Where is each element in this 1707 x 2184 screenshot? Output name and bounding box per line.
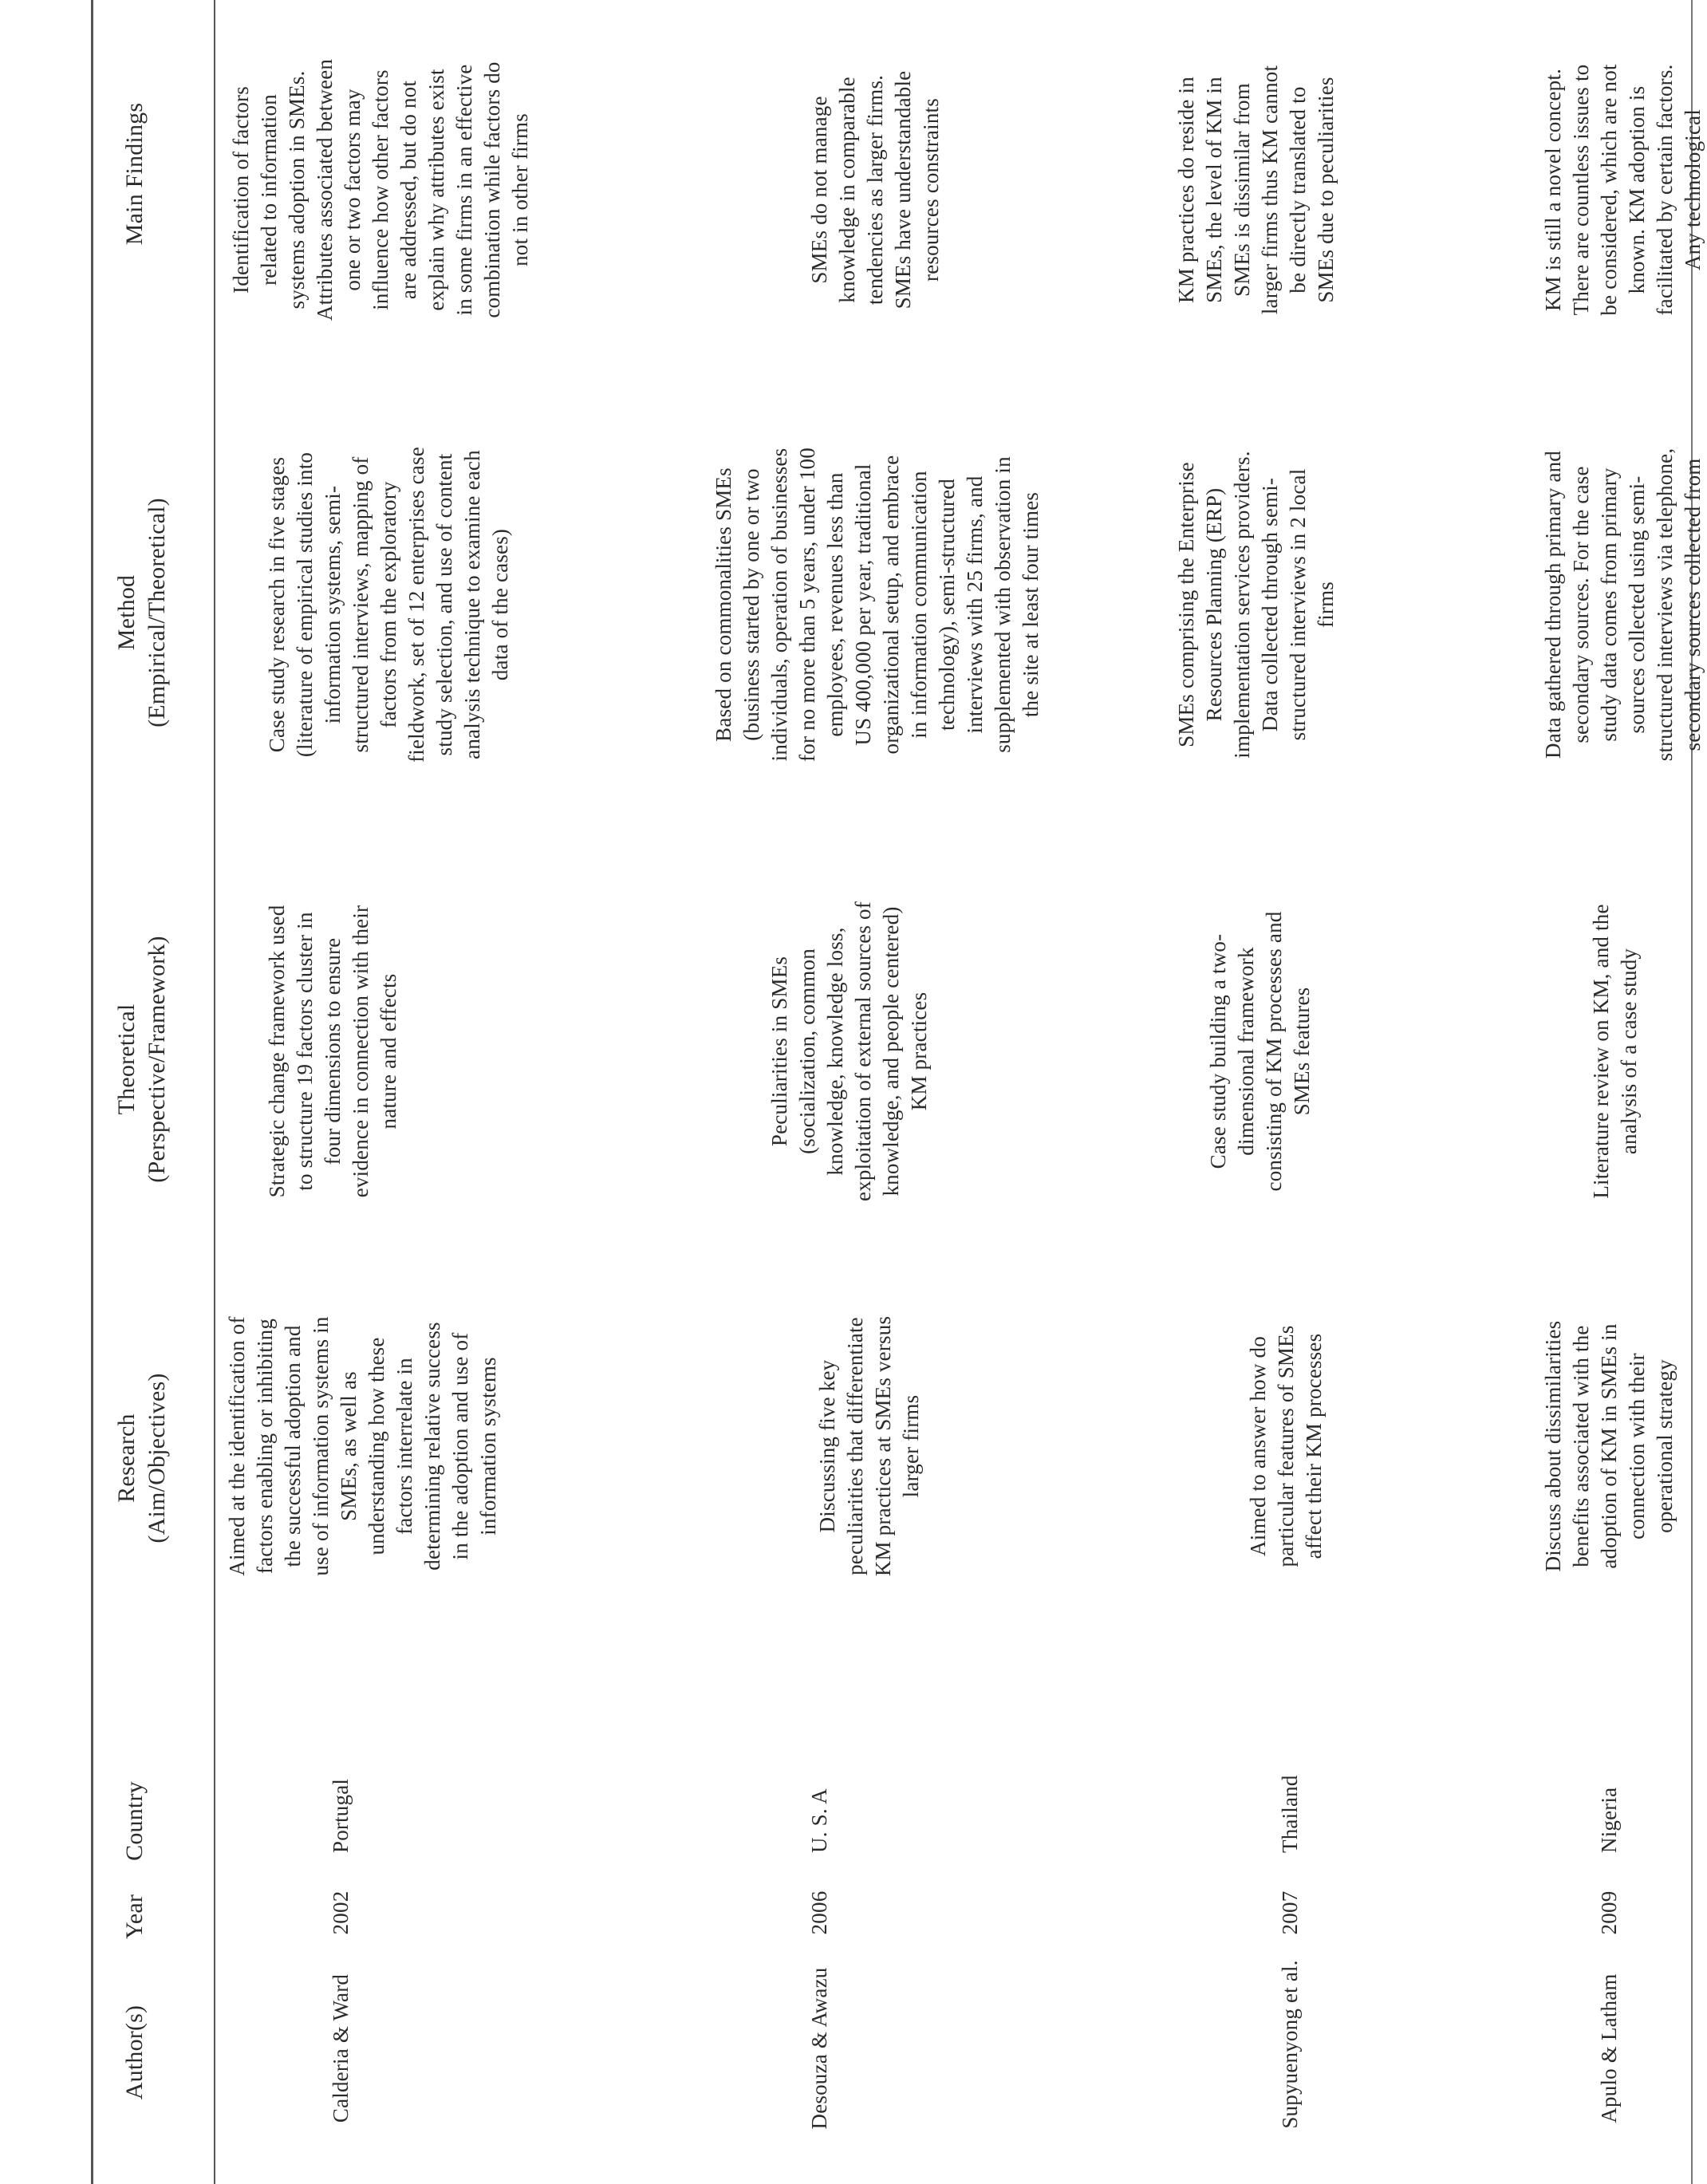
header-country: Country	[121, 1781, 148, 1861]
row1-country: Portugal	[329, 1778, 353, 1853]
row4-theoretical: Literature review on KM, and the analysis of a case study	[1589, 904, 1641, 1199]
row3-research: Aimed to answer how do particular features of SMEs affect their KM processes	[1246, 1325, 1326, 1567]
row1-theoretical: Strategic change framework used to structure 19 factors cluster in four dimensions to ensure evidence in connection with their nature and effects	[265, 905, 400, 1198]
header-findings: Main Findings	[121, 102, 148, 246]
row1-year: 2002	[329, 1890, 353, 1935]
row3-year: 2007	[1278, 1890, 1302, 1935]
row4-method: Data gathered through primary and secondary sources. For the case study data comes from primary sources collected using semi- structured interviews via telephone, secondary sources collected from	[1541, 447, 1705, 762]
row2-findings: SMEs do not manage knowledge in comparable tendencies as larger firms. SMEs have understandable resources constraints	[807, 70, 943, 309]
row4-findings: KM is still a novel concept. There are countless issues to be considered, which are not known. KM adoption is facilitated by certain factors. Any technological	[1541, 64, 1705, 316]
row1-method: Case study research in five stages (literature of empirical studies into information systems, semi- structured interviews, mapping of factors from the exploratory fieldwork, set of 12 enterprises case study selection, and use of content analysis technique to examine each data of the cases)	[265, 447, 512, 763]
header-method: Method (Empirical/Theoretical)	[113, 498, 170, 727]
row3-theoretical: Case study building a two- dimensional framework consisting of KM processes and SMEs features	[1206, 911, 1314, 1192]
row2-year: 2006	[807, 1890, 831, 1935]
row2-author: Desouza & Awazu	[807, 1967, 831, 2130]
header-year: Year	[121, 1894, 148, 1940]
table-top-rule	[91, 0, 93, 2184]
row1-findings: Identification of factors related to information systems adoption in SMEs. Attributes associated between one or two factors may influence how other factors are addressed, but do not explain why attributes exist in some firms in an effective combination while factors do not in other firms	[229, 58, 532, 321]
header-author: Author(s)	[121, 2005, 148, 2100]
row4-country: Nigeria	[1597, 1787, 1621, 1853]
row1-author: Calderia & Ward	[329, 1973, 353, 2123]
row2-country: U. S. A	[807, 1788, 831, 1853]
row2-research: Discussing five key peculiarities that differentiate KM practices at SMEs versus larger firms	[815, 1315, 923, 1577]
header-rule	[214, 0, 215, 2184]
row3-author: Supyuenyong et al.	[1278, 1960, 1302, 2129]
row4-author: Apulo & Latham	[1597, 1973, 1621, 2123]
row2-theoretical: Peculiarities in SMEs (socialization, common knowledge, knowledge loss, exploitation of external sources of knowledge, and people centered) KM practices	[767, 901, 931, 1201]
row3-method: SMEs comprising the Enterprise Resources Planning (ERP) implementation services providers. Data collected through semi- structured interviews in 2 local firms	[1174, 451, 1338, 759]
row3-findings: KM practices do reside in SMEs, the level of KM in SMEs is dissimilar from larger firms thus KM cannot be directly translated to SMEs due to peculiarities	[1174, 65, 1338, 315]
row4-research: Discuss about dissimilarities benefits associated with the adoption of KM in SMEs in connection with their operational strategy	[1541, 1320, 1677, 1572]
row3-country: Thailand	[1278, 1775, 1302, 1853]
row1-research: Aimed at the identification of factors enabling or inhibiting the successful adoption and use of information systems in SMEs, as well as understanding how these factors interrelate in determining relative success in the adoption and use of information systems	[225, 1316, 500, 1576]
row2-method: Based on commonalities SMEs (business started by one or two individuals, operation of businesses for no more than 5 years, under 100 employees, revenues less than US 400,000 per year, traditional organizational setup, and embrace in information communication technology), semi-structured interviews with 25 firms, and supplemented with observation in the site at least four times	[712, 447, 1043, 762]
header-research: Research (Aim/Objectives)	[113, 1373, 170, 1543]
row4-year: 2009	[1597, 1890, 1621, 1935]
header-theoretical: Theoretical (Perspective/Framework)	[113, 936, 170, 1183]
